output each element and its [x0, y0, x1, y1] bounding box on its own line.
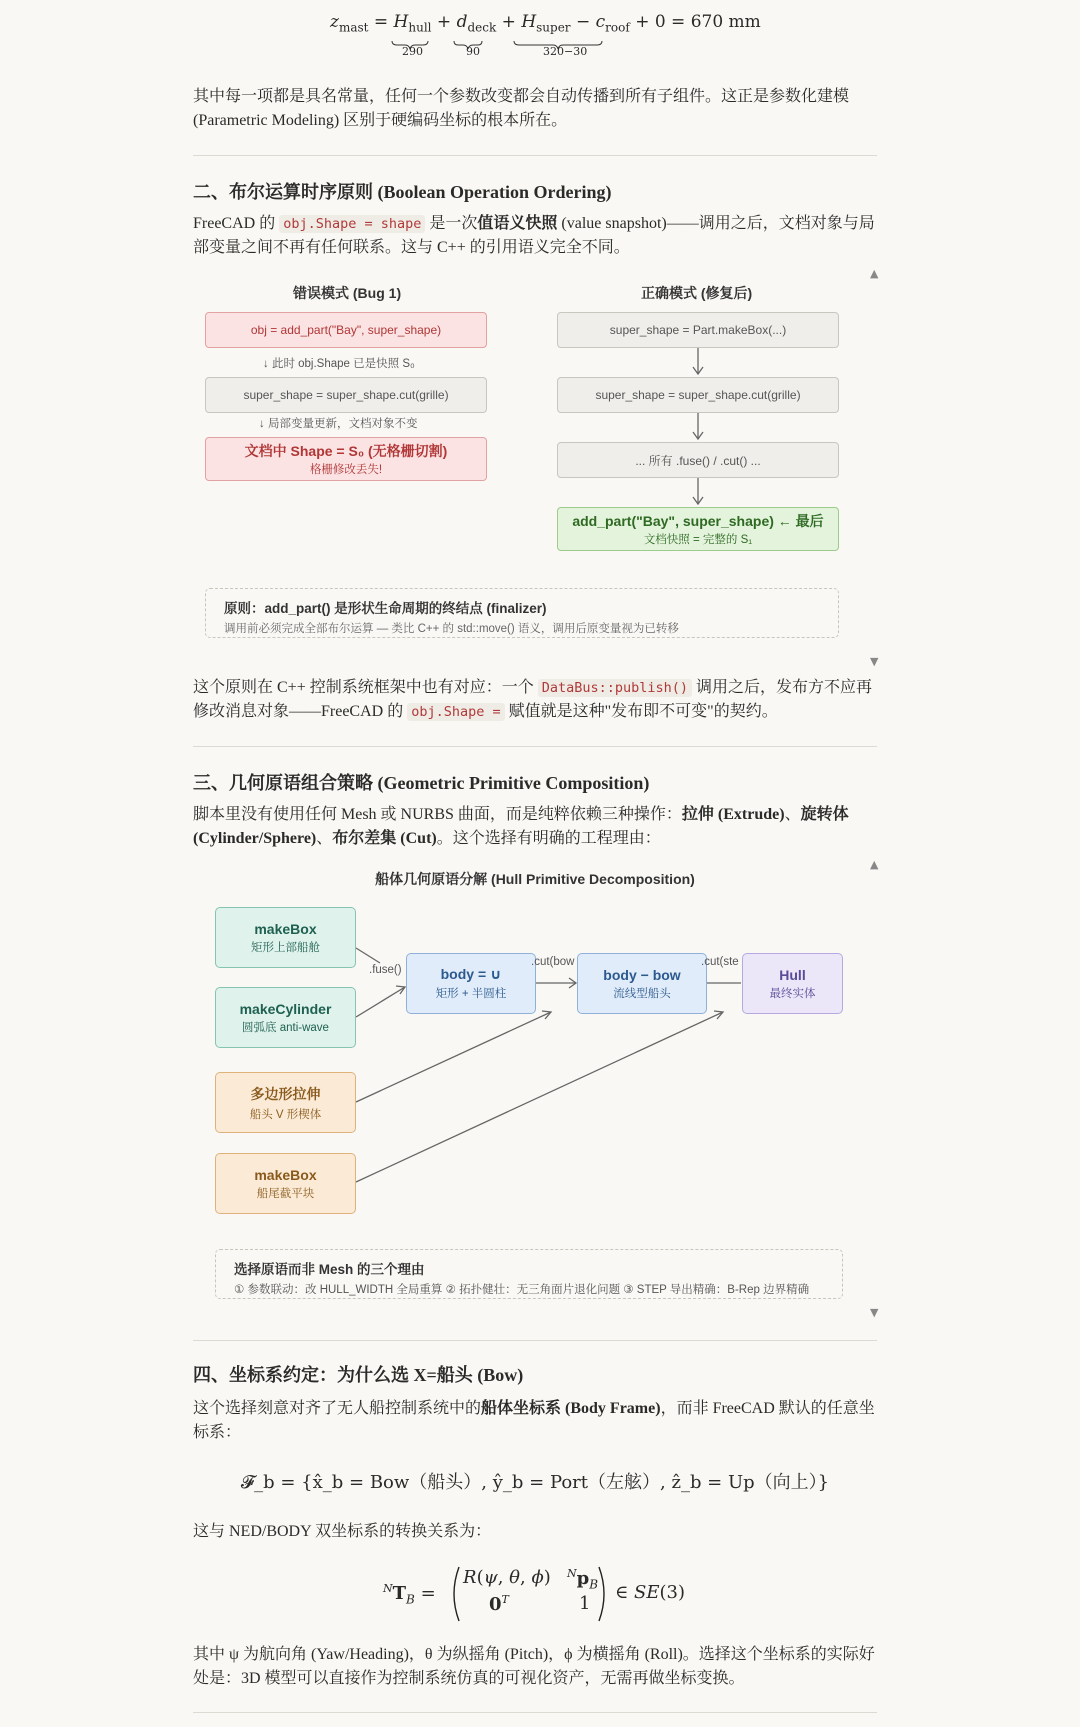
hull-diagram-title: 船体几何原语分解 (Hull Primitive Decomposition)	[375, 871, 695, 887]
section-divider	[193, 155, 877, 156]
edge-label-fuse: .fuse()	[369, 964, 402, 976]
scroll-down-arrow[interactable]: ▼	[870, 655, 879, 668]
wrong-step3-result: 文档中 Shape = S₀ (无格栅切割) 格栅修改丢失!	[205, 437, 487, 481]
node-makecylinder: makeCylinder 圆弧底 anti-wave	[215, 987, 356, 1048]
formula-c-roof: c	[595, 12, 606, 32]
section2-paragraph1: FreeCAD 的 obj.Shape = shape 是一次值语义快照 (value snapshot)——调用之后，文档对象与局部变量之间不再有任何联系。这与 C++ 的引用语义完全不同。	[193, 215, 875, 256]
code-obj-shape: obj.Shape = shape	[279, 215, 425, 233]
node-body-union: body = ∪ 矩形 + 半圆柱	[406, 953, 536, 1014]
wrong-step1-note: ↓ 此时 obj.Shape 已是快照 S₀	[263, 358, 415, 370]
node-hull-final: Hull 最终实体	[742, 953, 843, 1014]
section-divider	[193, 1712, 877, 1713]
principle-note: 原则：add_part() 是形状生命周期的终结点 (finalizer) 调用前必须完成全部布尔运算 — 类比 C++ 的 std::move() 语义，调用后原变量视为已转移	[205, 588, 839, 638]
section3-paragraph1: 脚本里没有使用任何 Mesh 或 NURBS 曲面，而是纯粹依赖三种操作：拉伸 (Extrude)、旋转体 (Cylinder/Sphere)、布尔差集 (Cut)。这个选择有明确的工程理由：	[193, 806, 849, 847]
section4-heading: 四、坐标系约定：为什么选 X=船头 (Bow)	[193, 1365, 524, 1385]
code-obj-shape-assign: obj.Shape =	[407, 703, 504, 721]
formula-deck-value: 90	[466, 45, 480, 58]
formula-super-value: 320−30	[543, 45, 588, 58]
scroll-up-arrow[interactable]: ▲	[870, 858, 879, 871]
section2-paragraph2: 这个原则在 C++ 控制系统框架中也有对应：一个 DataBus::publish() 调用之后，发布方不应再修改消息对象——FreeCAD 的 obj.Shape = 赋值就是这种"发布即不可变"的契约。	[193, 679, 873, 720]
body-frame-equation: 𝓕_b = {x̂_b = Bow（船头）, ŷ_b = Port（左舷）, ẑ_b = Up（向上）}	[240, 1472, 830, 1493]
section4-paragraph3: 其中 ψ 为航向角 (Yaw/Heading)，θ 为纵摇角 (Pitch)，ϕ 为横摇角 (Roll)。选择这个坐标系的实际好处是：3D 模型可以直接作为控制系统仿真的可视化资产，无需再做坐标变换。	[193, 1646, 875, 1687]
formula-tail: + 0 = 670 mm	[635, 12, 761, 32]
formula-h-super-sub: super	[536, 20, 571, 35]
node-polygon-extrude: 多边形拉伸 船头 V 形楔体	[215, 1072, 356, 1133]
right-step4-final: add_part("Bay", super_shape) ← 最后 文档快照 = 完整的 S₁	[557, 507, 839, 551]
section-divider	[193, 746, 877, 747]
formula-h-hull: H	[393, 12, 409, 32]
wrong-step1: obj = add_part("Bay", super_shape)	[205, 312, 487, 348]
scroll-up-arrow[interactable]: ▲	[870, 267, 879, 280]
edge-label-cut-stern: .cut(ste	[701, 956, 739, 968]
scroll-down-arrow[interactable]: ▼	[870, 1306, 879, 1319]
section2-heading: 二、布尔运算时序原则 (Boolean Operation Ordering)	[193, 182, 612, 202]
formula-h-hull-sub: hull	[408, 20, 432, 35]
section3-heading: 三、几何原语组合策略 (Geometric Primitive Composition)	[193, 773, 650, 793]
formula-lhs: z	[330, 12, 339, 32]
formula-lhs-sub: mast	[338, 20, 369, 35]
wrong-pattern-title: 错误模式 (Bug 1)	[293, 285, 402, 301]
node-makebox-cabin: makeBox 矩形上部船舱	[215, 907, 356, 968]
section4-paragraph1: 这个选择刻意对齐了无人船控制系统中的船体坐标系 (Body Frame)，而非 FreeCAD 默认的任意坐标系：	[193, 1400, 875, 1441]
right-step2: super_shape = super_shape.cut(grille)	[557, 377, 839, 413]
code-databus-publish: DataBus::publish()	[538, 679, 692, 697]
boolean-order-diagram	[193, 265, 877, 665]
right-pattern-title: 正确模式 (修复后)	[641, 285, 753, 301]
formula-hull-value: 290	[402, 45, 423, 58]
intro-paragraph: 其中每一项都是具名常量，任何一个参数改变都会自动传播到所有子组件。这正是参数化建模 (Parametric Modeling) 区别于硬编码坐标的根本所在。	[193, 88, 850, 129]
formula-c-roof-sub: roof	[605, 20, 630, 35]
formula-d-deck-sub: deck	[467, 20, 497, 35]
edge-label-cut-bow: .cut(bow	[531, 956, 575, 968]
wrong-step2-note: ↓ 局部变量更新，文档对象不变	[259, 418, 418, 430]
primitive-reasons-note: 选择原语而非 Mesh 的三个理由 ① 参数联动：改 HULL_WIDTH 全局重算 ② 拓扑健壮：无三角面片退化问题 ③ STEP 导出精确：B-Rep 边界精确	[215, 1249, 843, 1299]
wrong-step2: super_shape = super_shape.cut(grille)	[205, 377, 487, 413]
node-body-minus-bow: body − bow 流线型船头	[577, 953, 707, 1014]
transform-matrix-equation: $^NT_B$ = R(ψ, θ, ϕ) $^Np_B$ $0^T$ 1 ∈ SE(3)	[383, 1563, 703, 1623]
right-step1: super_shape = Part.makeBox(...)	[557, 312, 839, 348]
formula-d-deck: d	[456, 12, 468, 32]
section-divider	[193, 1340, 877, 1341]
section4-paragraph2: 这与 NED/BODY 双坐标系的转换关系为：	[193, 1523, 492, 1540]
formula-h-super: H	[521, 12, 537, 32]
right-flow-arrows	[193, 265, 877, 565]
hull-primitive-diagram	[193, 857, 877, 1297]
mast-height-formula: $z_{mast} = H_{hull} + d_{deck} + H_{super} - c_{roof} + 0 = 670$ mm 290 90 320−30	[330, 10, 770, 62]
node-makebox-stern: makeBox 船尾截平块	[215, 1153, 356, 1214]
right-step3: ... 所有 .fuse() / .cut() ...	[557, 442, 839, 478]
